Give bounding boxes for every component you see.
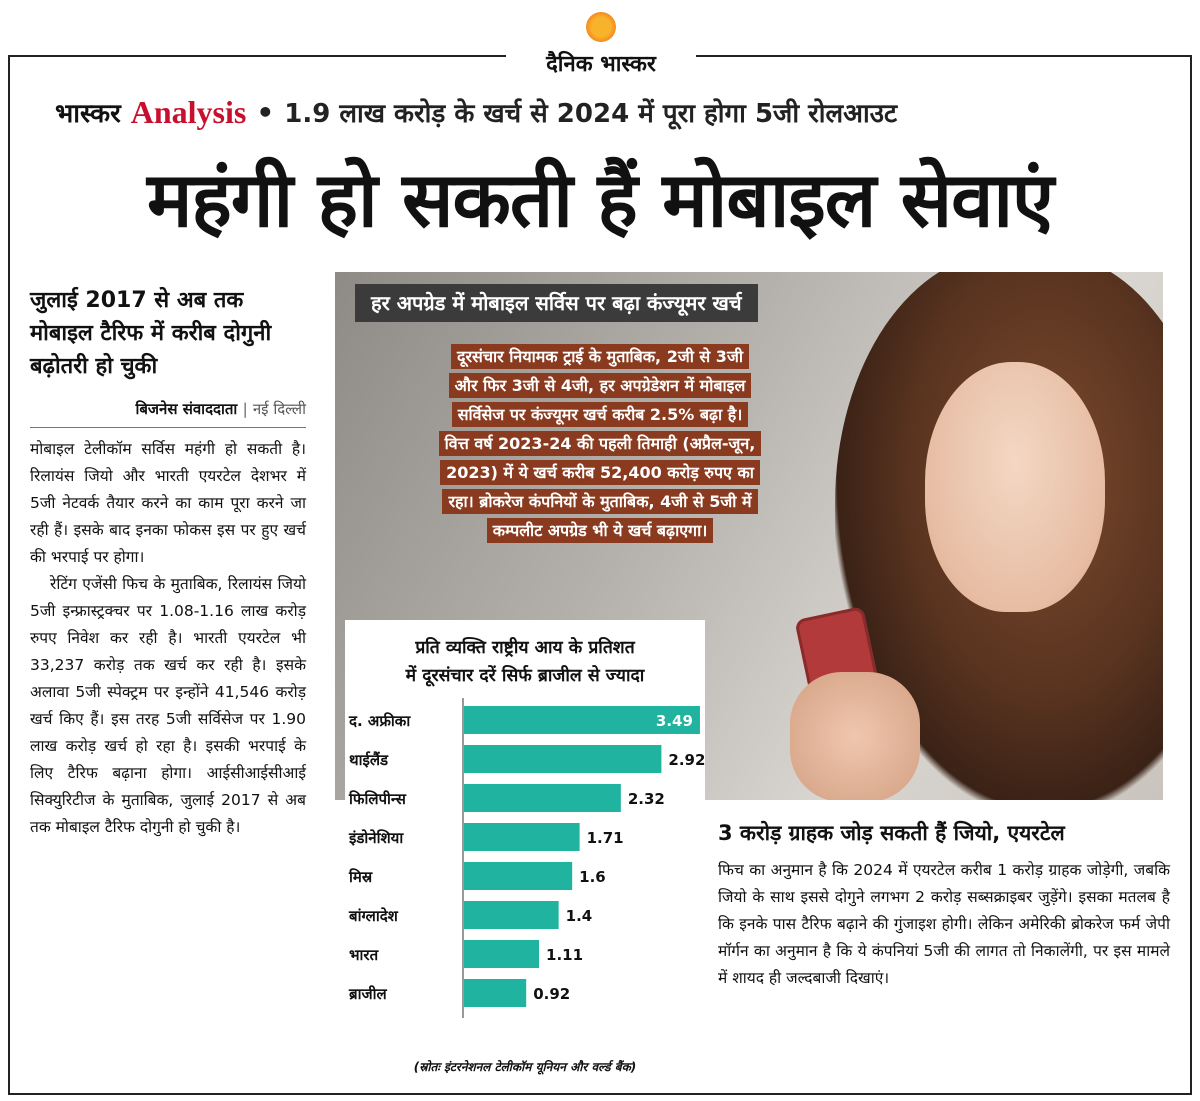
right-story [718, 815, 1170, 992]
bar [464, 901, 559, 929]
bar-value-label: 3.49 [655, 712, 693, 730]
callout-line: कम्पलीट अपग्रेड भी ये खर्च बढ़ाएगा। [487, 518, 714, 543]
left-paragraph: मोबाइल टेलीकॉम सर्विस महंगी हो सकती है। रिलायंस जियो और भारती एयरटेल देशभर में 5जी नेटवर्क तैयार करने का काम पूरा करने जा रही हैं। इसके बाद इनका फोकस इस पर हुए खर्च की भरपाई पर होगा। [30, 440, 306, 566]
bar-category-label: मिस्र [349, 868, 373, 886]
bar-value-label: 1.4 [565, 907, 593, 925]
byline-author: बिजनेस संवाददाता [135, 400, 238, 418]
callout-line: वित्त वर्ष 2023-24 की पहली तिमाही (अप्रैल-जून, [439, 431, 762, 456]
bar-value-label: 0.92 [533, 985, 571, 1003]
left-subhead: जुलाई 2017 से अब तक मोबाइल टैरिफ में करीब दोगुनी बढ़ोतरी हो चुकी [30, 288, 272, 379]
bar-value-label: 1.11 [546, 946, 584, 964]
bar [464, 784, 621, 812]
callout-line: और फिर 3जी से 4जी, हर अपग्रेडेशन में मोबाइल [449, 373, 752, 398]
bar-category-label: भारत [349, 946, 379, 964]
bar-category-label: बांग्लादेश [349, 907, 398, 925]
callout-line: सर्विसेज पर कंज्यूमर खर्च करीब 2.5% बढ़ा है। [452, 402, 749, 427]
bar-chart [345, 698, 705, 1038]
right-body: फिच का अनुमान है कि 2024 में एयरटेल करीब 1 करोड़ ग्राहक जोड़ेगी, जबकि जियो के साथ इससे दोगुने लगभग 2 करोड़ सब्सक्राइबर जुड़ेंगे। इसका मतलब है कि इनके पास टैरिफ बढ़ाने की गुंजाइश होगी। लेकिन अमेरिकी ब्रोकरेज फर्म जेपी मॉर्गन का अनुमान है कि ये कंपनियां 5जी की लागत तो निकालेंगी, पर इस मामले में शायद ही जल्दबाजी दिखाएं। [718, 861, 1170, 987]
kicker-text: 1.9 लाख करोड़ के खर्च से 2024 में पूरा होगा 5जी रोलआउट [284, 99, 898, 129]
bar-value-label: 1.71 [586, 829, 624, 847]
kicker-brand: भास्कर [55, 99, 121, 129]
sun-logo-icon [586, 12, 616, 42]
byline-city: नई दिल्ली [252, 400, 306, 418]
bar-category-label: ब्राजील [349, 985, 387, 1003]
bar [464, 979, 526, 1007]
callout-box [365, 342, 835, 545]
kicker-bullet: • [256, 95, 275, 129]
bar [464, 745, 661, 773]
byline [30, 399, 306, 419]
kicker [55, 92, 897, 132]
chart-title-line: प्रति व्यक्ति राष्ट्रीय आय के प्रतिशत [415, 638, 635, 658]
graphic-band-title: हर अपग्रेड में मोबाइल सर्विस पर बढ़ा कंज्यूमर खर्च [355, 284, 758, 322]
byline-separator: | [242, 400, 248, 418]
woman-photo-hand [790, 672, 920, 800]
chart-title [345, 634, 705, 690]
headline: महंगी हो सकती हैं मोबाइल सेवाएं [146, 155, 1054, 244]
chart-panel [345, 620, 705, 1084]
chart-source: (स्रोतः इंटरनेशनल टेलीकॉम यूनियन और वर्ल्ड बैंक) [413, 1060, 637, 1074]
callout-line: रहा। ब्रोकरेज कंपनियों के मुताबिक, 4जी से 5जी में [442, 489, 757, 514]
bar-category-label: फिलिपीन्स [349, 790, 406, 808]
chart-title-line: में दूरसंचार दरें सिर्फ ब्राजील से ज्यादा [405, 666, 645, 686]
masthead [506, 6, 696, 76]
left-column [30, 284, 306, 841]
bar [464, 823, 580, 851]
bar-value-label: 2.32 [627, 790, 665, 808]
left-body [30, 436, 306, 841]
woman-photo-face [925, 362, 1105, 612]
callout-line: दूरसंचार नियामक ट्राई के मुताबिक, 2जी से 3जी [451, 344, 749, 369]
bar [464, 862, 572, 890]
callout-line: 2023) में ये खर्च करीब 52,400 करोड़ रुपए का [440, 460, 760, 485]
bar-category-label: थाईलैंड [349, 751, 389, 769]
masthead-title: दैनिक भास्कर [546, 52, 656, 77]
left-paragraph: रेटिंग एजेंसी फिच के मुताबिक, रिलायंस जियो 5जी इन्फ्रास्ट्रक्चर पर 1.08-1.16 लाख करोड़ रुपए निवेश कर रही है। भारती एयरटेल भी 33,237 करोड़ तक खर्च कर रही है। इसके अलावा 5जी स्पेक्ट्रम पर इन्होंने 41,546 करोड़ खर्च किए हैं। इस तरह 5जी सर्विसेज पर 1.90 लाख करोड़ खर्च हो रहा है। इसकी भरपाई के लिए टैरिफ बढ़ाना होगा। आईसीआईसीआई सिक्युरिटीज के मुताबिक, जुलाई 2017 से अब तक मोबाइल टैरिफ दोगुनी हो चुकी है। [30, 575, 306, 836]
bar-value-label: 2.92 [668, 751, 705, 769]
divider [30, 427, 306, 428]
bar-category-label: इंडोनेशिया [349, 829, 404, 847]
bar-value-label: 1.6 [579, 868, 606, 886]
kicker-label: Analysis [130, 93, 247, 130]
bar [464, 940, 539, 968]
right-headline: 3 करोड़ ग्राहक जोड़ सकती हैं जियो, एयरटेल [718, 821, 1065, 845]
bar-category-label: द. अफ्रीका [349, 712, 411, 730]
